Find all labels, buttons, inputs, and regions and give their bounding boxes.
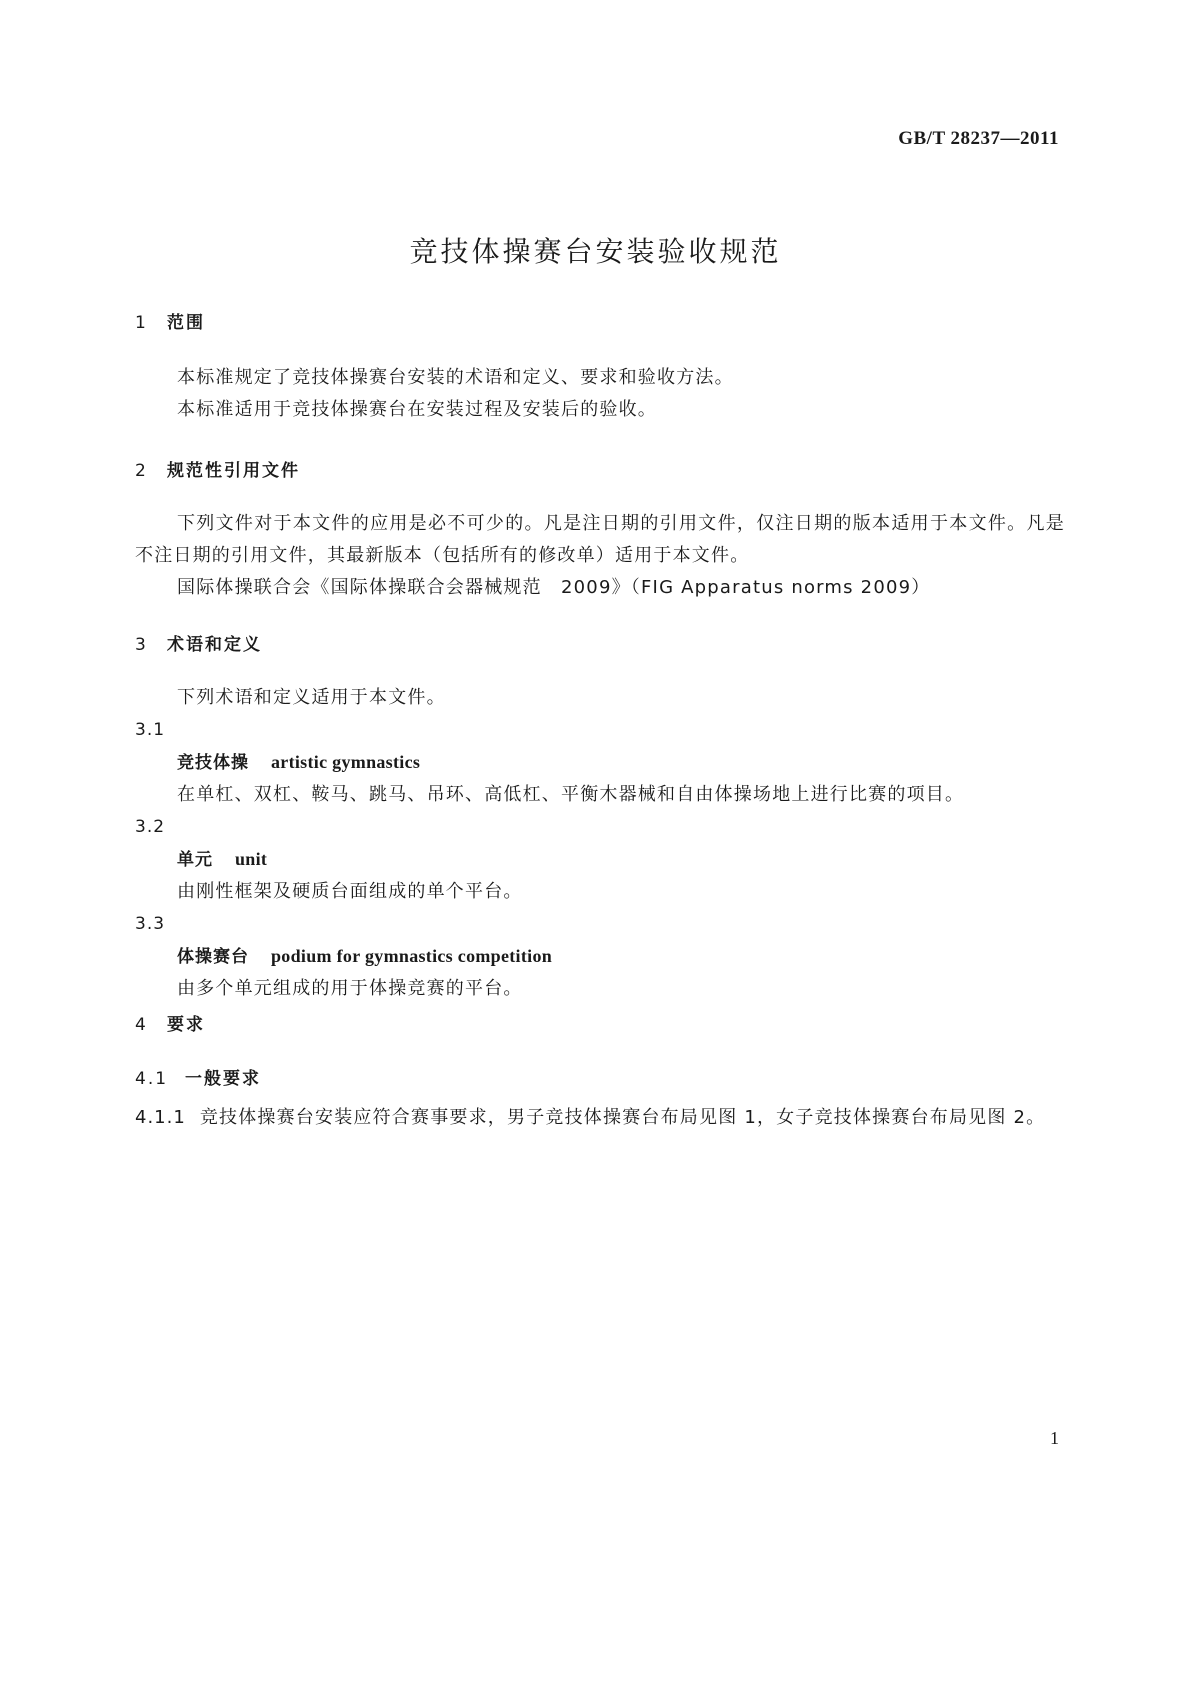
paragraph: 本标准规定了竞技体操赛台安装的术语和定义、要求和验收方法。 [177, 367, 734, 388]
section-heading [135, 630, 1065, 655]
term-number: 3.3 [135, 914, 166, 934]
paragraph: 下列术语和定义适用于本文件。 [177, 687, 446, 708]
section-scope-body [135, 362, 1065, 426]
section-normative-references [135, 456, 1065, 481]
term-zh: 竞技体操 [177, 753, 249, 773]
clause-paragraph [135, 1102, 1065, 1134]
section-scope [135, 308, 1065, 333]
section-heading [135, 308, 1065, 333]
term-zh: 单元 [177, 850, 213, 870]
section-number: 1 [135, 313, 148, 333]
document-title: 竞技体操赛台安装验收规范 [409, 235, 782, 268]
subsection-number: 4.1 [135, 1069, 169, 1089]
term-definition: 由多个单元组成的用于体操竞赛的平台。 [177, 978, 523, 999]
section-title: 范围 [167, 313, 205, 333]
paragraph: 本标准适用于竞技体操赛台在安装过程及安装后的验收。 [177, 399, 657, 420]
term-definition: 在单杠、双杠、鞍马、跳马、吊环、高低杠、平衡木器械和自由体操场地上进行比赛的项目。 [177, 784, 965, 805]
section-title: 术语和定义 [167, 635, 262, 655]
reference-item: 国际体操联合会《国际体操联合会器械规范 2009》（FIG Apparatus norms 2009） [177, 577, 931, 598]
term-en: unit [235, 849, 268, 869]
term-zh: 体操赛台 [177, 947, 249, 967]
standard-code: GB/T 28237—2011 [898, 128, 1059, 149]
clause-4-1-1 [135, 1102, 1065, 1134]
paragraph: 下列文件对于本文件的应用是必不可少的。凡是注日期的引用文件，仅注日期的版本适用于本文件。凡是不注日期的引用文件，其最新版本（包括所有的修改单）适用于本文件。 [135, 513, 1065, 566]
section-number: 4 [135, 1015, 148, 1035]
section-terms-body [135, 682, 1065, 1005]
clause-number: 4.1.1 [135, 1107, 186, 1128]
term-en: artistic gymnastics [271, 752, 421, 772]
term-number: 3.1 [135, 720, 166, 740]
section-normative-references-body [135, 508, 1065, 604]
section-title: 要求 [167, 1015, 205, 1035]
clause-text: 竞技体操赛台安装应符合赛事要求，男子竞技体操赛台布局见图 1，女子竞技体操赛台布局见图 2。 [199, 1107, 1046, 1128]
term-name [177, 843, 1065, 876]
subsection-title: 一般要求 [185, 1069, 261, 1089]
page-number: 1 [1050, 1428, 1059, 1448]
section-title: 规范性引用文件 [167, 461, 300, 481]
section-heading [135, 456, 1065, 481]
section-number: 3 [135, 635, 148, 655]
term-definition: 由刚性框架及硬质台面组成的单个平台。 [177, 881, 523, 902]
subsection-general-requirements [135, 1064, 1065, 1089]
term-name [177, 746, 1065, 779]
term-en: podium for gymnastics competition [271, 946, 553, 966]
section-requirements [135, 1010, 1065, 1035]
section-number: 2 [135, 461, 148, 481]
term-number: 3.2 [135, 817, 166, 837]
subsection-heading [135, 1064, 1065, 1089]
section-terms-definitions [135, 630, 1065, 655]
section-heading [135, 1010, 1065, 1035]
term-name [177, 940, 1065, 973]
